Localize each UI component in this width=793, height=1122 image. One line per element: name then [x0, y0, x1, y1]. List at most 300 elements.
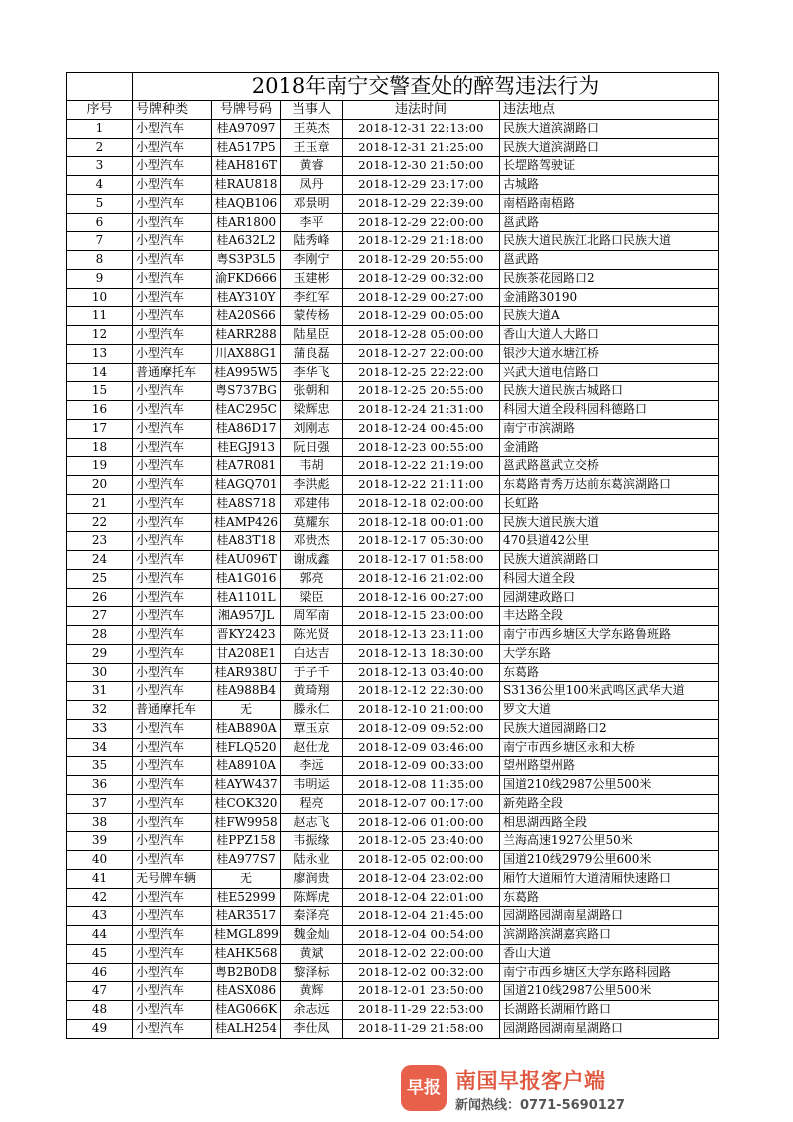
row-time: 2018-12-09 00:33:00: [343, 757, 500, 776]
row-index: 39: [67, 832, 133, 851]
row-party: 郭亮: [281, 569, 343, 588]
table-row: [67, 288, 719, 307]
row-plate-type: 小型汽车: [133, 513, 212, 532]
table-row: [67, 532, 719, 551]
row-location: 园湖路园湖南星湖路口: [500, 907, 719, 926]
row-location: 民族大道滨湖路口: [500, 138, 719, 157]
row-time: 2018-12-07 00:17:00: [343, 794, 500, 813]
row-time: 2018-12-30 21:50:00: [343, 157, 500, 176]
row-plate-number: 桂A8S718: [212, 494, 281, 513]
table-row: [67, 588, 719, 607]
row-index: 18: [67, 438, 133, 457]
table-row: [67, 663, 719, 682]
row-plate-type: 小型汽车: [133, 269, 212, 288]
row-party: 李仕凤: [281, 1019, 343, 1038]
table-row: [67, 907, 719, 926]
row-time: 2018-11-29 22:53:00: [343, 1001, 500, 1020]
row-index: 31: [67, 682, 133, 701]
row-time: 2018-12-28 05:00:00: [343, 326, 500, 345]
row-time: 2018-12-09 09:52:00: [343, 719, 500, 738]
row-plate-type: 小型汽车: [133, 326, 212, 345]
row-time: 2018-12-04 21:45:00: [343, 907, 500, 926]
row-time: 2018-12-16 00:27:00: [343, 588, 500, 607]
row-party: 陈辉虎: [281, 888, 343, 907]
row-party: 覃玉京: [281, 719, 343, 738]
table-row: [67, 607, 719, 626]
row-plate-type: 小型汽车: [133, 344, 212, 363]
table-row: [67, 382, 719, 401]
title-blank-cell: [67, 73, 133, 101]
row-location: 民族大道民族古城路口: [500, 382, 719, 401]
table-row: [67, 626, 719, 645]
row-location: 长虹路: [500, 494, 719, 513]
row-time: 2018-12-25 20:55:00: [343, 382, 500, 401]
row-time: 2018-12-29 22:39:00: [343, 194, 500, 213]
row-index: 15: [67, 382, 133, 401]
table-row: [67, 1019, 719, 1038]
row-plate-type: 无号牌车辆: [133, 869, 212, 888]
row-location: 东葛路: [500, 888, 719, 907]
table-row: [67, 213, 719, 232]
table-row: [67, 682, 719, 701]
row-plate-number: 无: [212, 869, 281, 888]
row-time: 2018-12-01 23:50:00: [343, 982, 500, 1001]
row-location: 民族茶花园路口2: [500, 269, 719, 288]
row-plate-type: 小型汽车: [133, 551, 212, 570]
row-party: 蒲良磊: [281, 344, 343, 363]
row-plate-type: 小型汽车: [133, 288, 212, 307]
watermark-footer: [401, 1063, 701, 1115]
row-party: 王玉章: [281, 138, 343, 157]
header-time: 违法时间: [343, 101, 500, 120]
table-row: [67, 569, 719, 588]
table-row: [67, 813, 719, 832]
row-time: 2018-12-05 02:00:00: [343, 851, 500, 870]
row-plate-number: 桂A995W5: [212, 363, 281, 382]
row-index: 34: [67, 738, 133, 757]
row-location: 民族大道民族江北路口民族大道: [500, 232, 719, 251]
row-party: 黄睿: [281, 157, 343, 176]
table-row: [67, 419, 719, 438]
row-plate-type: 小型汽车: [133, 588, 212, 607]
row-time: 2018-12-17 05:30:00: [343, 532, 500, 551]
row-index: 3: [67, 157, 133, 176]
row-plate-number: 桂A86D17: [212, 419, 281, 438]
row-plate-number: 桂PPZ158: [212, 832, 281, 851]
row-time: 2018-12-10 21:00:00: [343, 701, 500, 720]
row-plate-number: 桂AR3517: [212, 907, 281, 926]
row-time: 2018-12-02 00:32:00: [343, 963, 500, 982]
row-plate-type: 小型汽车: [133, 663, 212, 682]
table-row: [67, 832, 719, 851]
row-plate-type: 小型汽车: [133, 757, 212, 776]
row-plate-number: 桂A83T18: [212, 532, 281, 551]
row-index: 38: [67, 813, 133, 832]
table-row: [67, 701, 719, 720]
table-row: [67, 926, 719, 945]
row-time: 2018-12-09 03:46:00: [343, 738, 500, 757]
row-plate-number: 桂A517P5: [212, 138, 281, 157]
row-time: 2018-12-13 03:40:00: [343, 663, 500, 682]
row-time: 2018-12-12 22:30:00: [343, 682, 500, 701]
row-plate-type: 小型汽车: [133, 307, 212, 326]
row-index: 44: [67, 926, 133, 945]
row-party: 周军南: [281, 607, 343, 626]
row-plate-type: 小型汽车: [133, 794, 212, 813]
row-plate-number: 粤S737BG: [212, 382, 281, 401]
row-party: 玉建彬: [281, 269, 343, 288]
row-index: 4: [67, 176, 133, 195]
row-plate-type: 小型汽车: [133, 888, 212, 907]
row-party: 于子千: [281, 663, 343, 682]
row-index: 16: [67, 401, 133, 420]
row-location: 香山大道: [500, 944, 719, 963]
row-party: 韦振缘: [281, 832, 343, 851]
row-plate-number: 桂AR1800: [212, 213, 281, 232]
row-plate-number: 桂A632L2: [212, 232, 281, 251]
row-plate-type: 小型汽车: [133, 776, 212, 795]
table-row: [67, 363, 719, 382]
row-index: 5: [67, 194, 133, 213]
row-time: 2018-12-25 22:22:00: [343, 363, 500, 382]
table-row: [67, 944, 719, 963]
table-row: [67, 476, 719, 495]
row-index: 41: [67, 869, 133, 888]
row-location: 金浦路: [500, 438, 719, 457]
row-party: 韦明运: [281, 776, 343, 795]
row-time: 2018-12-29 00:32:00: [343, 269, 500, 288]
row-party: 程亮: [281, 794, 343, 813]
row-plate-number: 桂AMP426: [212, 513, 281, 532]
row-index: 6: [67, 213, 133, 232]
row-index: 12: [67, 326, 133, 345]
row-index: 28: [67, 626, 133, 645]
row-plate-number: 桂ASX086: [212, 982, 281, 1001]
row-location: 长湖路长湖厢竹路口: [500, 1001, 719, 1020]
table-row: [67, 457, 719, 476]
row-location: 厢竹大道厢竹大道清厢快速路口: [500, 869, 719, 888]
row-time: 2018-12-08 11:35:00: [343, 776, 500, 795]
row-plate-type: 小型汽车: [133, 1001, 212, 1020]
row-plate-number: 桂A7R081: [212, 457, 281, 476]
row-location: 国道210线2979公里600米: [500, 851, 719, 870]
row-location: 园湖路园湖南星湖路口: [500, 1019, 719, 1038]
row-location: 东葛路: [500, 663, 719, 682]
row-plate-type: 小型汽车: [133, 1019, 212, 1038]
row-party: 邓景明: [281, 194, 343, 213]
row-location: 古城路: [500, 176, 719, 195]
row-plate-number: 桂AYW437: [212, 776, 281, 795]
table-row: [67, 157, 719, 176]
row-plate-type: 小型汽车: [133, 251, 212, 270]
table-row: [67, 344, 719, 363]
row-plate-type: 小型汽车: [133, 532, 212, 551]
row-plate-type: 小型汽车: [133, 644, 212, 663]
row-time: 2018-12-29 00:27:00: [343, 288, 500, 307]
row-plate-type: 小型汽车: [133, 213, 212, 232]
row-plate-number: 桂A988B4: [212, 682, 281, 701]
row-index: 45: [67, 944, 133, 963]
row-party: 李刚宁: [281, 251, 343, 270]
row-time: 2018-11-29 21:58:00: [343, 1019, 500, 1038]
row-location: 科园大道全段科园科德路口: [500, 401, 719, 420]
row-location: 丰达路全段: [500, 607, 719, 626]
row-location: 望州路望州路: [500, 757, 719, 776]
row-location: 罗文大道: [500, 701, 719, 720]
row-index: 43: [67, 907, 133, 926]
row-party: 阮日强: [281, 438, 343, 457]
violations-table: [66, 72, 719, 1039]
sheet-title: 2018年南宁交警查处的醉驾违法行为: [133, 73, 719, 101]
row-location: 兴武大道电信路口: [500, 363, 719, 382]
table-row: [67, 194, 719, 213]
row-plate-number: 桂AHK568: [212, 944, 281, 963]
row-plate-type: 小型汽车: [133, 832, 212, 851]
row-plate-type: 小型汽车: [133, 982, 212, 1001]
row-party: 陈光贤: [281, 626, 343, 645]
spreadsheet: [66, 72, 718, 1039]
row-index: 9: [67, 269, 133, 288]
row-plate-type: 小型汽车: [133, 476, 212, 495]
row-plate-number: 桂A20S66: [212, 307, 281, 326]
table-row: [67, 401, 719, 420]
row-time: 2018-12-31 21:25:00: [343, 138, 500, 157]
row-party: 谢成鑫: [281, 551, 343, 570]
row-plate-number: 渝FKD666: [212, 269, 281, 288]
row-party: 刘刚志: [281, 419, 343, 438]
row-time: 2018-12-18 02:00:00: [343, 494, 500, 513]
row-time: 2018-12-05 23:40:00: [343, 832, 500, 851]
row-party: 黄辉: [281, 982, 343, 1001]
row-time: 2018-12-27 22:00:00: [343, 344, 500, 363]
table-row: [67, 644, 719, 663]
row-location: 东葛路青秀万达前东葛滨湖路口: [500, 476, 719, 495]
row-index: 25: [67, 569, 133, 588]
row-index: 20: [67, 476, 133, 495]
row-index: 8: [67, 251, 133, 270]
row-index: 2: [67, 138, 133, 157]
row-time: 2018-12-22 21:11:00: [343, 476, 500, 495]
row-plate-number: 桂A1G016: [212, 569, 281, 588]
row-index: 33: [67, 719, 133, 738]
row-time: 2018-12-22 21:19:00: [343, 457, 500, 476]
table-row: [67, 119, 719, 138]
row-plate-number: 桂RAU818: [212, 176, 281, 195]
row-index: 21: [67, 494, 133, 513]
row-index: 10: [67, 288, 133, 307]
row-index: 30: [67, 663, 133, 682]
row-index: 14: [67, 363, 133, 382]
row-time: 2018-12-31 22:13:00: [343, 119, 500, 138]
table-row: [67, 738, 719, 757]
row-index: 32: [67, 701, 133, 720]
row-time: 2018-12-29 00:05:00: [343, 307, 500, 326]
row-plate-number: 桂FW9958: [212, 813, 281, 832]
row-party: 赵仕龙: [281, 738, 343, 757]
row-party: 张朝和: [281, 382, 343, 401]
table-row: [67, 438, 719, 457]
row-plate-number: 无: [212, 701, 281, 720]
row-plate-number: 桂A8910A: [212, 757, 281, 776]
row-time: 2018-12-24 21:31:00: [343, 401, 500, 420]
row-plate-number: 桂COK320: [212, 794, 281, 813]
row-plate-type: 小型汽车: [133, 494, 212, 513]
row-location: 南梧路南梧路: [500, 194, 719, 213]
row-location: 南宁市滨湖路: [500, 419, 719, 438]
row-index: 11: [67, 307, 133, 326]
table-row: [67, 138, 719, 157]
table-row: [67, 176, 719, 195]
row-plate-type: 小型汽车: [133, 438, 212, 457]
row-party: 梁臣: [281, 588, 343, 607]
row-plate-type: 小型汽车: [133, 457, 212, 476]
header-index: 序号: [67, 101, 133, 120]
row-party: 王英杰: [281, 119, 343, 138]
row-plate-number: 桂A1101L: [212, 588, 281, 607]
table-row: [67, 494, 719, 513]
row-index: 23: [67, 532, 133, 551]
row-location: 大学东路: [500, 644, 719, 663]
row-index: 19: [67, 457, 133, 476]
row-location: 金浦路30190: [500, 288, 719, 307]
table-row: [67, 269, 719, 288]
row-plate-type: 小型汽车: [133, 138, 212, 157]
row-time: 2018-12-04 00:54:00: [343, 926, 500, 945]
row-time: 2018-12-04 23:02:00: [343, 869, 500, 888]
table-row: [67, 757, 719, 776]
row-plate-number: 桂A977S7: [212, 851, 281, 870]
row-party: 李华飞: [281, 363, 343, 382]
row-plate-type: 小型汽车: [133, 569, 212, 588]
row-location: 银沙大道水塘江桥: [500, 344, 719, 363]
row-location: 滨湖路滨湖嘉宾路口: [500, 926, 719, 945]
row-plate-number: 桂ARR288: [212, 326, 281, 345]
table-row: [67, 888, 719, 907]
row-location: 民族大道民族大道: [500, 513, 719, 532]
logo-text: 早报: [407, 1077, 441, 1098]
row-plate-number: 桂E52999: [212, 888, 281, 907]
row-plate-number: 桂FLQ520: [212, 738, 281, 757]
row-location: 相思湖西路全段: [500, 813, 719, 832]
header-plate-type: 号牌种类: [133, 101, 212, 120]
row-plate-number: 甘A208E1: [212, 644, 281, 663]
table-row: [67, 719, 719, 738]
row-time: 2018-12-17 01:58:00: [343, 551, 500, 570]
row-plate-type: 小型汽车: [133, 401, 212, 420]
row-party: 黎泽标: [281, 963, 343, 982]
row-plate-number: 粤S3P3L5: [212, 251, 281, 270]
row-location: 南宁市西乡塘区大学东路鲁班路: [500, 626, 719, 645]
row-index: 7: [67, 232, 133, 251]
row-plate-number: 川AX88G1: [212, 344, 281, 363]
row-location: 国道210线2987公里500米: [500, 982, 719, 1001]
row-index: 46: [67, 963, 133, 982]
table-row: [67, 982, 719, 1001]
row-location: 民族大道滨湖路口: [500, 551, 719, 570]
row-index: 13: [67, 344, 133, 363]
row-plate-type: 小型汽车: [133, 682, 212, 701]
row-party: 余志远: [281, 1001, 343, 1020]
row-plate-type: 小型汽车: [133, 157, 212, 176]
row-party: 黄斌: [281, 944, 343, 963]
title-row: [67, 73, 719, 101]
row-location: 邕武路邕武立交桥: [500, 457, 719, 476]
row-party: 陆星臣: [281, 326, 343, 345]
row-plate-type: 小型汽车: [133, 813, 212, 832]
table-row: [67, 551, 719, 570]
table-row: [67, 776, 719, 795]
row-time: 2018-12-04 22:01:00: [343, 888, 500, 907]
row-plate-type: 普通摩托车: [133, 363, 212, 382]
row-index: 17: [67, 419, 133, 438]
header-location: 违法地点: [500, 101, 719, 120]
row-plate-number: 桂MGL899: [212, 926, 281, 945]
row-plate-number: 桂AG066K: [212, 1001, 281, 1020]
header-plate-number: 号牌号码: [212, 101, 281, 120]
table-row: [67, 513, 719, 532]
row-party: 白达吉: [281, 644, 343, 663]
row-plate-type: 普通摩托车: [133, 701, 212, 720]
row-party: 陆秀峰: [281, 232, 343, 251]
row-location: 科园大道全段: [500, 569, 719, 588]
row-plate-type: 小型汽车: [133, 738, 212, 757]
row-plate-type: 小型汽车: [133, 119, 212, 138]
row-index: 48: [67, 1001, 133, 1020]
row-party: 廖润贵: [281, 869, 343, 888]
row-location: 香山大道人大路口: [500, 326, 719, 345]
row-index: 35: [67, 757, 133, 776]
row-index: 29: [67, 644, 133, 663]
row-location: 南宁市西乡塘区永和大桥: [500, 738, 719, 757]
row-location: 邕武路: [500, 213, 719, 232]
table-row: [67, 251, 719, 270]
header-party: 当事人: [281, 101, 343, 120]
row-time: 2018-12-29 20:55:00: [343, 251, 500, 270]
row-index: 49: [67, 1019, 133, 1038]
row-plate-type: 小型汽车: [133, 382, 212, 401]
row-plate-type: 小型汽车: [133, 194, 212, 213]
row-plate-type: 小型汽车: [133, 944, 212, 963]
row-plate-type: 小型汽车: [133, 851, 212, 870]
row-location: 兰海高速1927公里50米: [500, 832, 719, 851]
table-row: [67, 326, 719, 345]
row-location: 国道210线2987公里500米: [500, 776, 719, 795]
row-party: 黄琦翔: [281, 682, 343, 701]
row-plate-number: 晋KY2423: [212, 626, 281, 645]
row-party: 李洪彪: [281, 476, 343, 495]
row-party: 秦泽亮: [281, 907, 343, 926]
row-party: 魏金灿: [281, 926, 343, 945]
row-location: 南宁市西乡塘区大学东路科园路: [500, 963, 719, 982]
row-time: 2018-12-15 23:00:00: [343, 607, 500, 626]
row-plate-type: 小型汽车: [133, 419, 212, 438]
row-location: S3136公里100米武鸣区武华大道: [500, 682, 719, 701]
row-plate-number: 桂EGJ913: [212, 438, 281, 457]
table-row: [67, 869, 719, 888]
row-party: 李远: [281, 757, 343, 776]
row-time: 2018-12-29 22:00:00: [343, 213, 500, 232]
row-plate-number: 桂AC295C: [212, 401, 281, 420]
row-plate-number: 桂AR938U: [212, 663, 281, 682]
row-location: 长堽路驾驶证: [500, 157, 719, 176]
row-time: 2018-12-18 00:01:00: [343, 513, 500, 532]
row-location: 邕武路: [500, 251, 719, 270]
row-index: 1: [67, 119, 133, 138]
row-plate-number: 湘A957JL: [212, 607, 281, 626]
row-location: 民族大道园湖路口2: [500, 719, 719, 738]
row-index: 22: [67, 513, 133, 532]
row-location: 民族大道滨湖路口: [500, 119, 719, 138]
